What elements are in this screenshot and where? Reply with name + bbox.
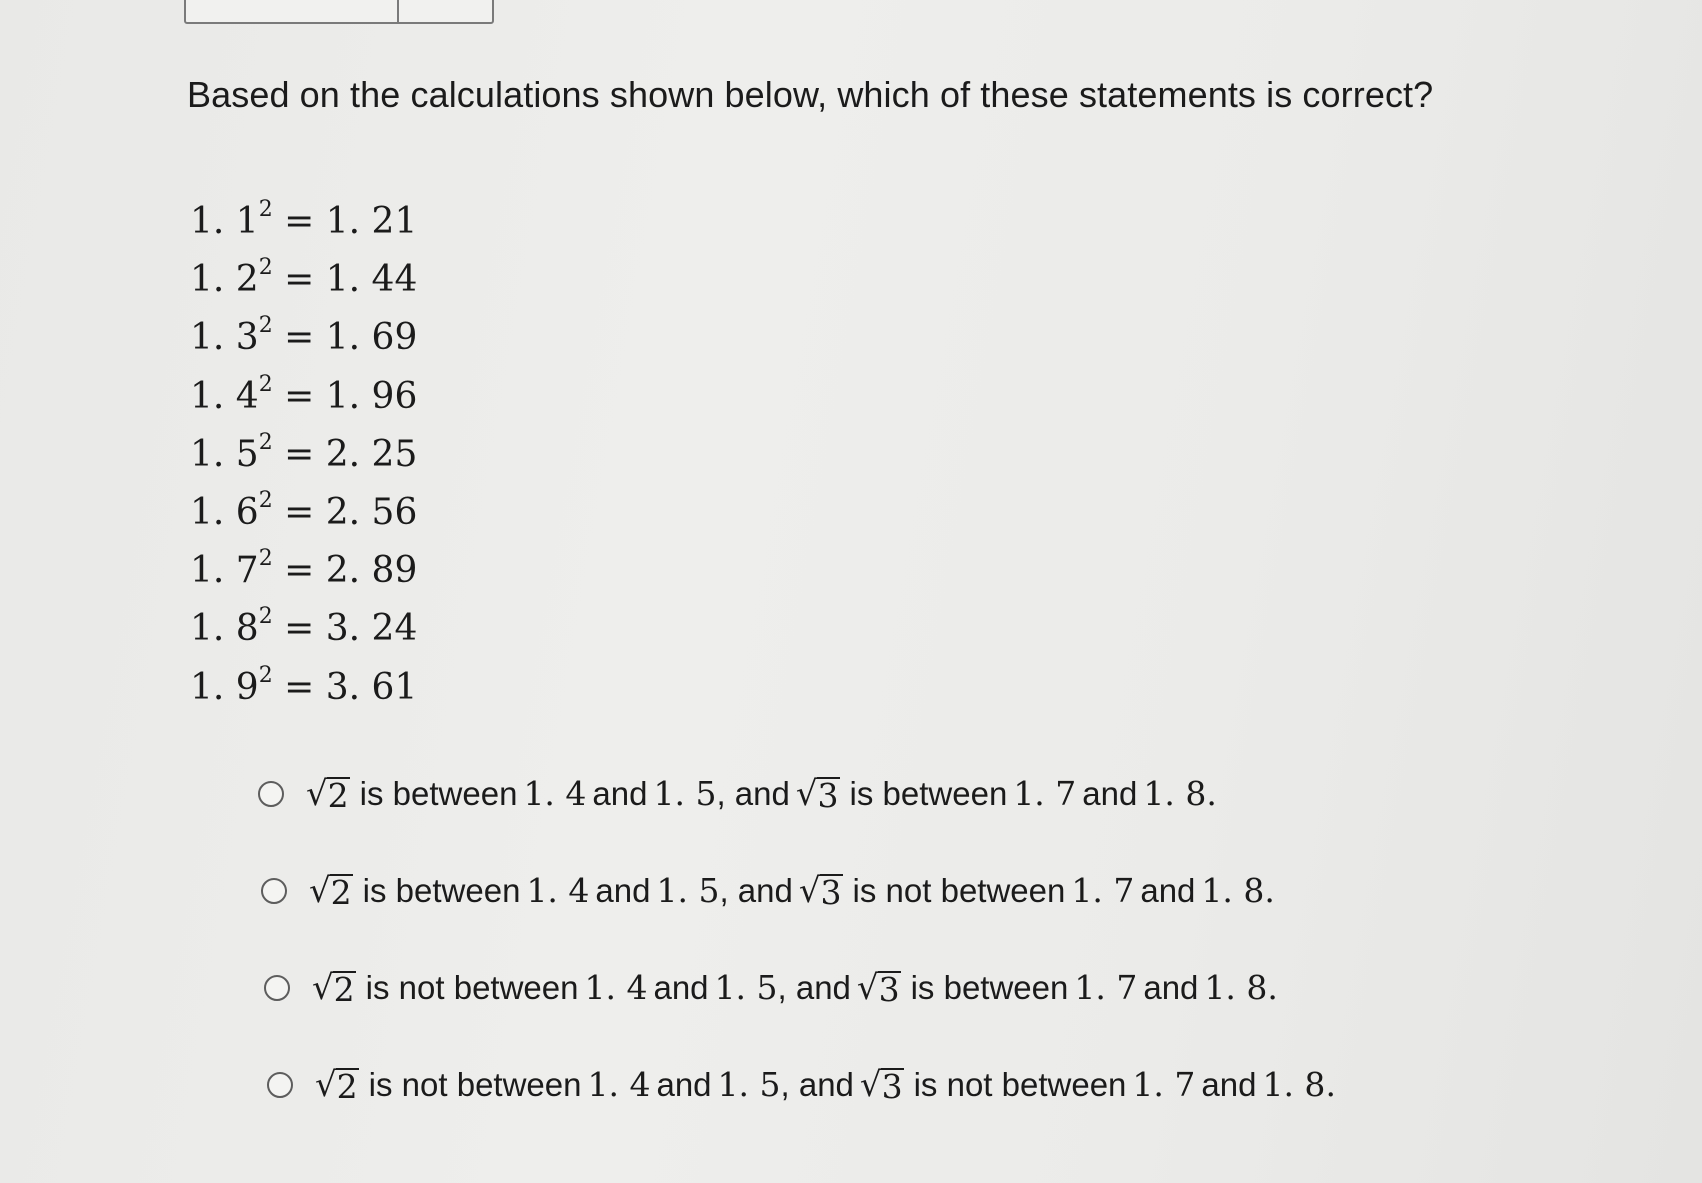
calculation-list <box>190 185 417 709</box>
radio-button[interactable] <box>267 1072 293 1098</box>
sqrt-2: √ 2 <box>315 1064 358 1106</box>
radio-button[interactable] <box>261 878 287 904</box>
calculation-row: 1. $4^2 = 1$. 96 <box>190 371 418 417</box>
sqrt-3: √ 3 <box>798 870 842 912</box>
listen-button[interactable] <box>186 0 399 22</box>
sqrt-2: √ 2 <box>306 773 349 815</box>
toolbar-more-button[interactable] <box>399 0 492 22</box>
calculation-row: 1. $1^2 = 1$. 21 <box>190 197 418 242</box>
calculation-row: 1. $5^2 = 2$. 25 <box>190 429 418 475</box>
radio-button[interactable] <box>258 781 284 807</box>
calculation-row: 1. $3^2 = 1$. 69 <box>190 313 418 359</box>
calculation-row: 1. $6^2 = 2$. 56 <box>190 487 418 533</box>
answer-option-4[interactable]: √ 2 is not between 1. 4 and 1. 5 , and √ 3 is not between 1. 7 and 1. 8 . <box>258 1036 1336 1133</box>
answer-option-2[interactable]: √ 2 is between 1. 4 and 1. 5 , and √ 3 is not between 1. 7 and 1. 8 . <box>258 842 1336 939</box>
sqrt-2: √ 2 <box>312 967 355 1009</box>
answer-option-3[interactable]: √ 2 is not between 1. 4 and 1. 5 , and √ 3 is between 1. 7 and 1. 8 . <box>258 939 1336 1036</box>
sqrt-2: √ 2 <box>309 870 352 912</box>
calculation-row: 1. $7^2 = 2$. 89 <box>190 546 418 592</box>
sqrt-3: √ 3 <box>856 967 900 1009</box>
answer-options <box>258 745 1336 1133</box>
sqrt-3: √ 3 <box>859 1064 903 1106</box>
calculation-row: 1. $8^2 = 3$. 24 <box>190 604 418 650</box>
answer-option-1[interactable]: √ 2 is between 1. 4 and 1. 5 , and √ 3 is between 1. 7 and 1. 8 . <box>258 745 1336 842</box>
reader-toolbar <box>184 0 494 24</box>
calculation-row: 1. $9^2 = 3$. 61 <box>190 662 418 708</box>
question-text: Based on the calculations shown below, which of these statements is correct? <box>187 74 1434 115</box>
calculation-row: 1. $2^2 = 1$. 44 <box>190 255 418 301</box>
radio-button[interactable] <box>264 975 290 1001</box>
sqrt-3: √ 3 <box>795 773 839 815</box>
